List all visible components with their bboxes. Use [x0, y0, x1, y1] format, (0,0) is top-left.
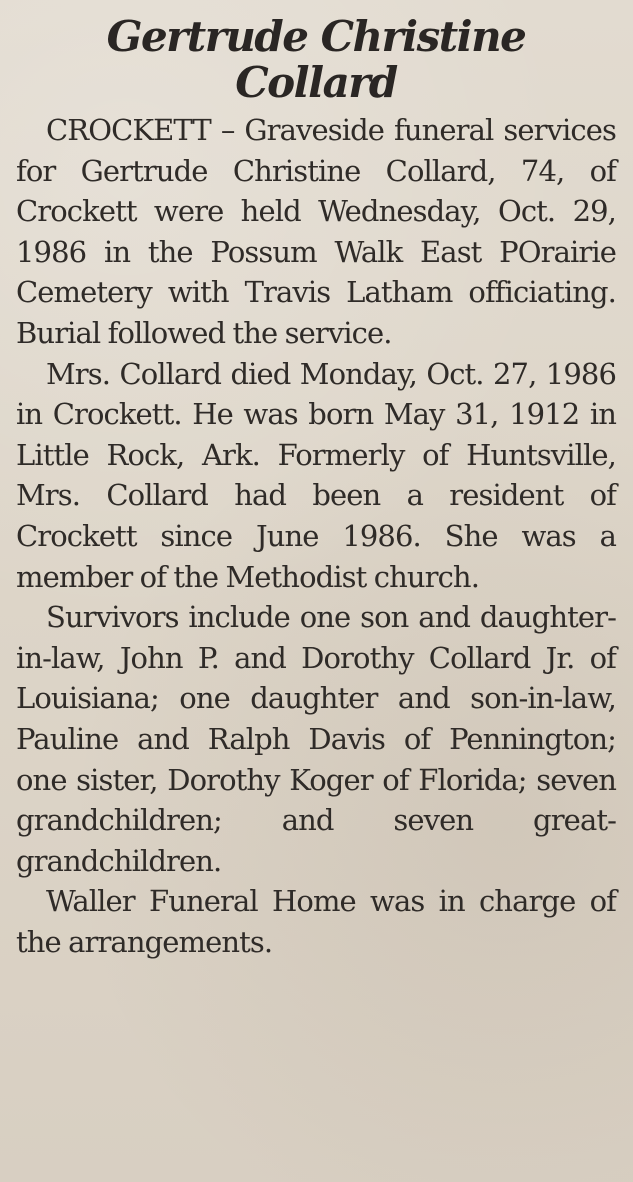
headline-line-1: Gertrude Christine [106, 12, 526, 61]
headline-line-2: Collard [235, 58, 397, 107]
obituary-body [16, 110, 616, 962]
paragraph-death-biography: Mrs. Collard died Monday, Oct. 27, 1986 in Crockett. He was born May 31, 1912 in Little Rock, Ark. Formerly of Huntsville, Mrs. Collard had been a resident of Crockett since June 1986. She was a member of the Methodist church. [16, 356, 616, 594]
obituary-headline [16, 14, 616, 106]
paragraph-services: CROCKETT – Graveside funeral services for Gertrude Christine Collard, 74, of Crockett were held Wednesday, Oct. 29, 1986 in the Possum Walk East POrairie Cemetery with Travis Latham officiating. Burial followed the service. [16, 113, 616, 350]
paragraph-survivors: Survivors include one son and daughter-in-law, John P. and Dorothy Collard Jr. of Louisiana; one daughter and son-in-law, Pauline and Ralph Davis of Pennington; one sister, Dorothy Koger of Florida; seven grandchildren; and seven great-grandchildren. [16, 600, 616, 878]
paragraph-arrangements: Waller Funeral Home was in charge of the arrangements. [16, 884, 616, 959]
